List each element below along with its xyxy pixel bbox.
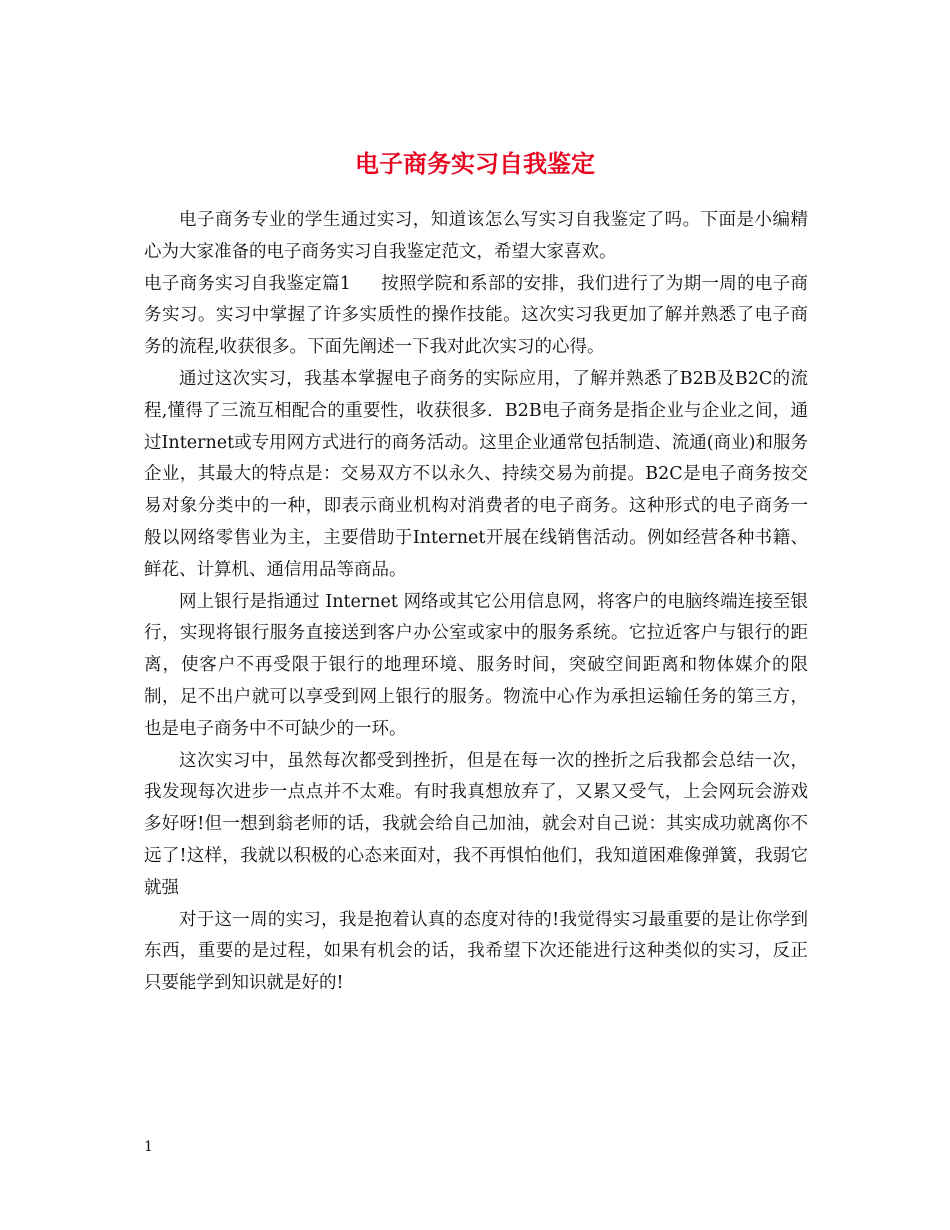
section-paragraph (144, 269, 808, 364)
document-body (144, 205, 808, 1000)
paragraph-setbacks: 这次实习中，虽然每次都受到挫折，但是在每一次的挫折之后我都会总结一次，我发现每次进步一点点并不太难。有时我真想放弃了，又累又受气，上会网玩会游戏多好呀!但一想到翁老师的话，我就会给自己加油，就会对自己说：其实成功就离你不远了!这样，我就以积极的心态来面对，我不再惧怕他们，我知道困难像弹簧，我弱它就强 (144, 750, 808, 898)
section-text: 按照学院和系部的安排，我们进行了为期一周的电子商务实习。实习中掌握了许多实质性的操作技能。这次实习我更加了解并熟悉了电子商务的流程,收获很多。下面先阐述一下我对此次实习的心得。 (144, 273, 808, 358)
document-title: 电子商务实习自我鉴定 (355, 149, 595, 179)
paragraph-conclusion: 对于这一周的实习，我是抱着认真的态度对待的!我觉得实习最重要的是让你学到东西，重要的是过程，如果有机会的话，我希望下次还能进行这种类似的实习，反正只要能学到知识就是好的! (144, 909, 808, 994)
intro-paragraph: 电子商务专业的学生通过实习，知道该怎么写实习自我鉴定了吗。下面是小编精心为大家准备的电子商务实习自我鉴定范文，希望大家喜欢。 (144, 210, 808, 262)
paragraph-online-banking: 网上银行是指通过 Internet 网络或其它公用信息网，将客户的电脑终端连接至银行，实现将银行服务直接送到客户办公室或家中的服务系统。它拉近客户与银行的距离，使客户不再受限于银行的地理环境、服务时间，突破空间距离和物体媒介的限制，足不出户就可以享受到网上银行的服务。物流中心作为承担运输任务的第三方，也是电子商务中不可缺少的一环。 (144, 591, 808, 739)
paragraph-ecommerce-types: 通过这次实习，我基本掌握电子商务的实际应用，了解并熟悉了B2B及B2C的流程,懂得了三流互相配合的重要性，收获很多．B2B电子商务是指企业与企业之间，通过Internet或专用网方式进行的商务活动。这里企业通常包括制造、流通(商业)和服务企业，其最大的特点是：交易双方不以永久、持续交易为前提。B2C是电子商务按交易对象分类中的一种，即表示商业机构对消费者的电子商务。这种形式的电子商务一般以网络零售业为主，主要借助于Internet开展在线销售活动。例如经营各种书籍、鲜花、计算机、通信用品等商品。 (144, 368, 808, 580)
page-number: 1 (144, 1139, 153, 1155)
section-label: 电子商务实习自我鉴定篇1 (144, 273, 351, 294)
